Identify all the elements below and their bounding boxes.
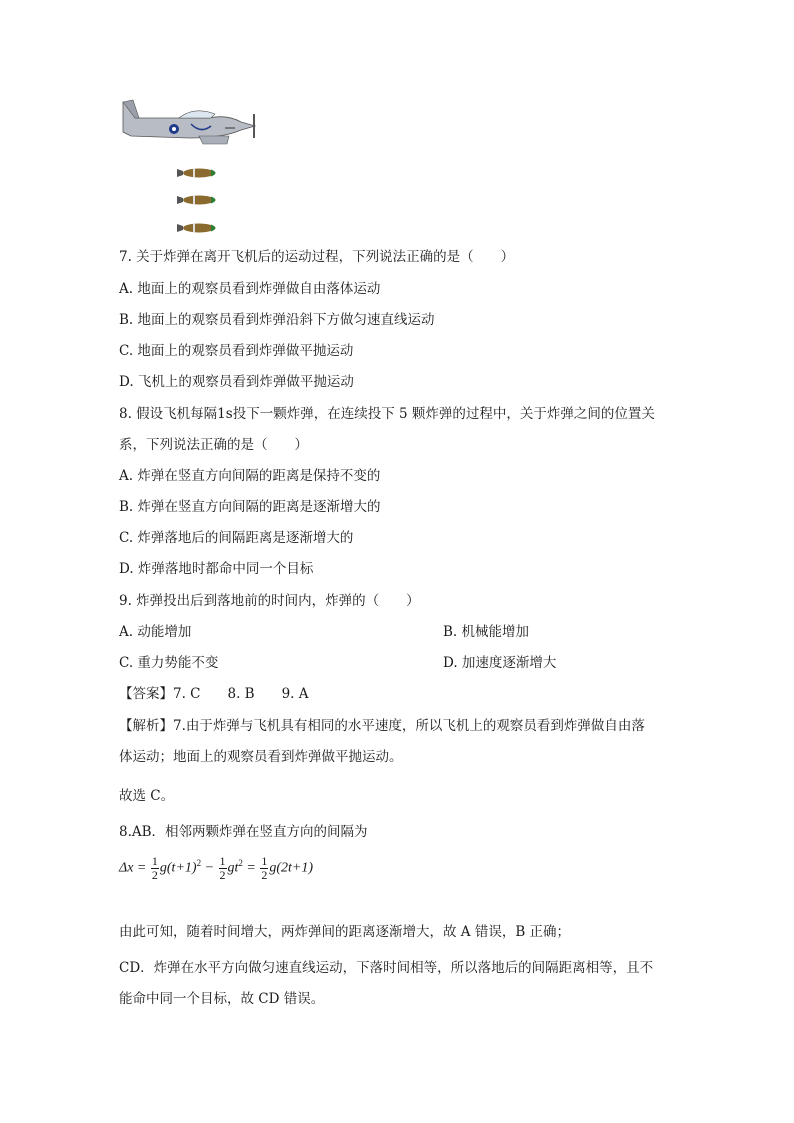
formula-equals: =	[246, 860, 256, 876]
bomb-icon	[175, 166, 221, 180]
formula-lhs: Δx =	[119, 860, 147, 876]
q8-option-d: D. 炸弹落地时都命中同一个目标	[119, 561, 314, 577]
q7-option-d: D. 飞机上的观察员看到炸弹做平抛运动	[119, 374, 354, 390]
analysis-line-7: 能命中同一个目标，故 CD 错误。	[119, 991, 325, 1007]
q7-option-a: A. 地面上的观察员看到炸弹做自由落体运动	[119, 281, 381, 297]
analysis-line-4: 8.AB．相邻两颗炸弹在竖直方向的间隔为	[119, 824, 368, 840]
analysis-line-1: 【解析】7.由于炸弹与飞机具有相同的水平速度，所以飞机上的观察员看到炸弹做自由落	[119, 718, 645, 734]
q9-option-b: B. 机械能增加	[443, 624, 530, 640]
analysis-line-6: CD．炸弹在水平方向做匀速直线运动，下落时间相等，所以落地后的间隔距离相等，且不	[119, 960, 654, 976]
airplane-bombs-figure	[119, 96, 259, 241]
fraction-half: $\frac{1}{2}$	[151, 854, 158, 882]
formula-term-1: g(t+1)	[159, 860, 197, 876]
answer-line: 【答案】7. C 8. B 9. A	[119, 686, 309, 702]
formula-term-2: gt	[227, 860, 239, 876]
analysis-line-3: 故选 C。	[119, 788, 175, 804]
exponent: 2	[196, 858, 202, 869]
q8-option-c: C. 炸弹落地后的间隔距离是逐渐增大的	[119, 530, 354, 546]
q8-stem-line2: 系，下列说法正确的是（ ）	[119, 437, 308, 453]
delta-x-formula	[119, 855, 313, 899]
q8-stem-line1: 8. 假设飞机每隔1s投下一颗炸弹，在连续投下 5 颗炸弹的过程中，关于炸弹之间的位置关	[119, 406, 655, 422]
q9-stem: 9. 炸弹投出后到落地前的时间内，炸弹的（ ）	[119, 593, 420, 609]
formula-term-3: g(2t+1)	[269, 860, 314, 876]
analysis-line-5: 由此可知，随着时间增大，两炸弹间的距离逐渐增大，故 A 错误，B 正确；	[119, 924, 571, 940]
q7-option-c: C. 地面上的观察员看到炸弹做平抛运动	[119, 343, 354, 359]
q7-option-b: B. 地面上的观察员看到炸弹沿斜下方做匀速直线运动	[119, 312, 435, 328]
exponent: 2	[238, 858, 243, 869]
q9-option-a: A. 动能增加	[119, 624, 192, 640]
q8-option-b: B. 炸弹在竖直方向间隔的距离是逐渐增大的	[119, 499, 381, 515]
fraction-half: $\frac{1}{2}$	[261, 854, 268, 882]
formula-minus: −	[204, 860, 215, 876]
q7-stem: 7. 关于炸弹在离开飞机后的运动过程，下列说法正确的是（ ）	[119, 249, 515, 265]
bomb-icon	[175, 221, 221, 235]
analysis-line-2: 体运动；地面上的观察员看到炸弹做平抛运动。	[119, 749, 403, 765]
fraction-half: $\frac{1}{2}$	[219, 854, 226, 882]
q9-option-d: D. 加速度逐渐增大	[443, 655, 557, 671]
q9-option-c: C. 重力势能不变	[119, 655, 219, 671]
q8-option-a: A. 炸弹在竖直方向间隔的距离是保持不变的	[119, 468, 381, 484]
bomb-icon	[175, 193, 221, 207]
